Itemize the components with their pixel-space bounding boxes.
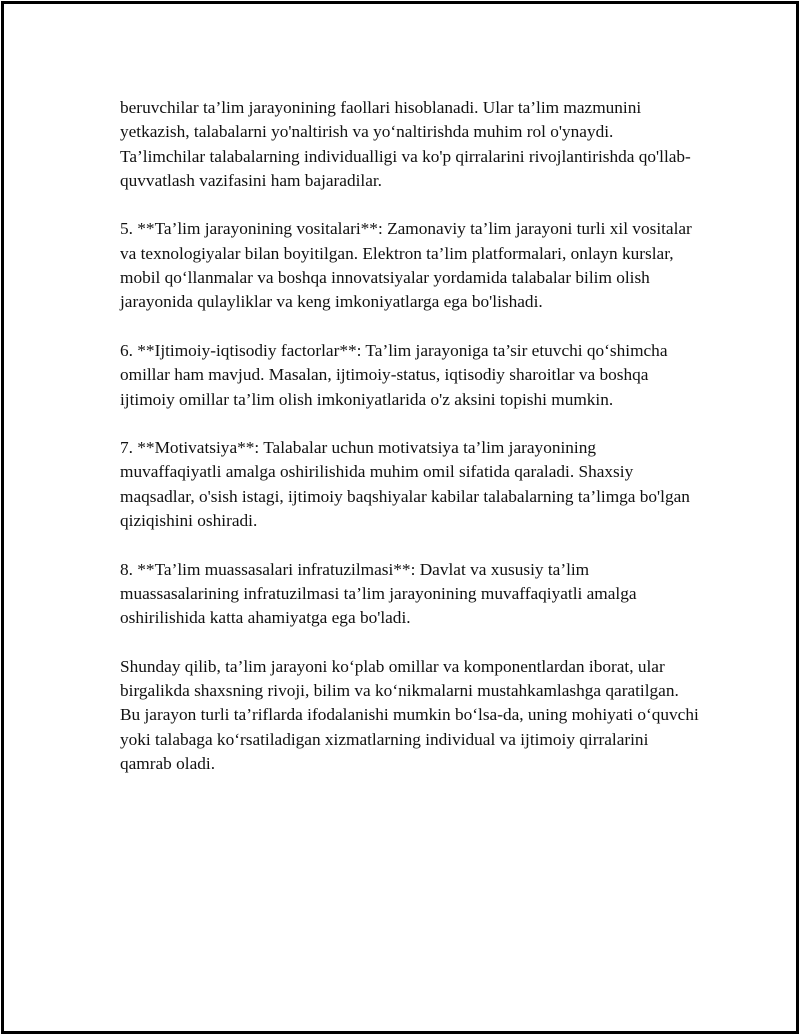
- document-body: [120, 96, 700, 801]
- paragraph-socioeconomic: 6. **Ijtimoiy-iqtisodiy factorlar**: Ta’lim jarayoniga ta’sir etuvchi qo‘shimcha omillar ham mavjud. Masalan, ijtimoiy-status, iqtisodiy sharoitlar va boshqa ijtimoiy omillar ta’lim olish imkoniyatlarida o'z aksini topishi mumkin.: [120, 340, 668, 409]
- paragraph-motivation: 7. **Motivatsiya**: Talabalar uchun motivatsiya ta’lim jarayonining muvaffaqiyatli amalga oshirilishida muhim omil sifatida qaraladi. Shaxsiy maqsadlar, o'sish istagi, ijtimoiy baqshiyalar kabilar talabalarning ta’limga bo'lgan qiziqishini oshiradi.: [120, 438, 690, 531]
- paragraph-conclusion: Shunday qilib, ta’lim jarayoni ko‘plab omillar va komponentlardan iborat, ular birgalikda shaxsning rivoji, bilim va ko‘nikmalarni mustahkamlashga qaratilgan. Bu jarayon turli ta’riflarda ifodalanishi mumkin bo‘lsa-da, uning mohiyati o‘quvchi yoki talabaga ko‘rsatiladigan xizmatlarning individual va ijtimoiy qirralarini qamrab oladi.: [120, 656, 699, 774]
- page-frame: [1, 1, 799, 1034]
- paragraph-educators: beruvchilar ta’lim jarayonining faollari hisoblanadi. Ular ta’lim mazmunini yetkazish, talabalarni yo'naltirish va yo‘naltirishda muhim rol o'ynaydi. Ta’limchilar talabalarning individualligi va ko'p qirralarini rivojlantirishda qo'llab-quvvatlash vazifasini ham bajaradilar.: [120, 98, 691, 190]
- paragraph-infrastructure: 8. **Ta’lim muassasalari infratuzilmasi**: Davlat va xususiy ta’lim muassasalarining infratuzilmasi ta’lim jarayonining muvaffaqiyatli amalga oshirilishida katta ahamiyatga ega bo'ladi.: [120, 559, 637, 628]
- paragraph-tools: 5. **Ta’lim jarayonining vositalari**: Zamonaviy ta’lim jarayoni turli xil vositalar va texnologiyalar bilan boyitilgan. Elektron ta’lim platformalari, onlayn kurslar, mobil qo‘llanmalar va boshqa innovatsiyalar yordamida talabalar bilim olish jarayonida qulayliklar va keng imkoniyatlarga ega bo'lishadi.: [120, 219, 692, 312]
